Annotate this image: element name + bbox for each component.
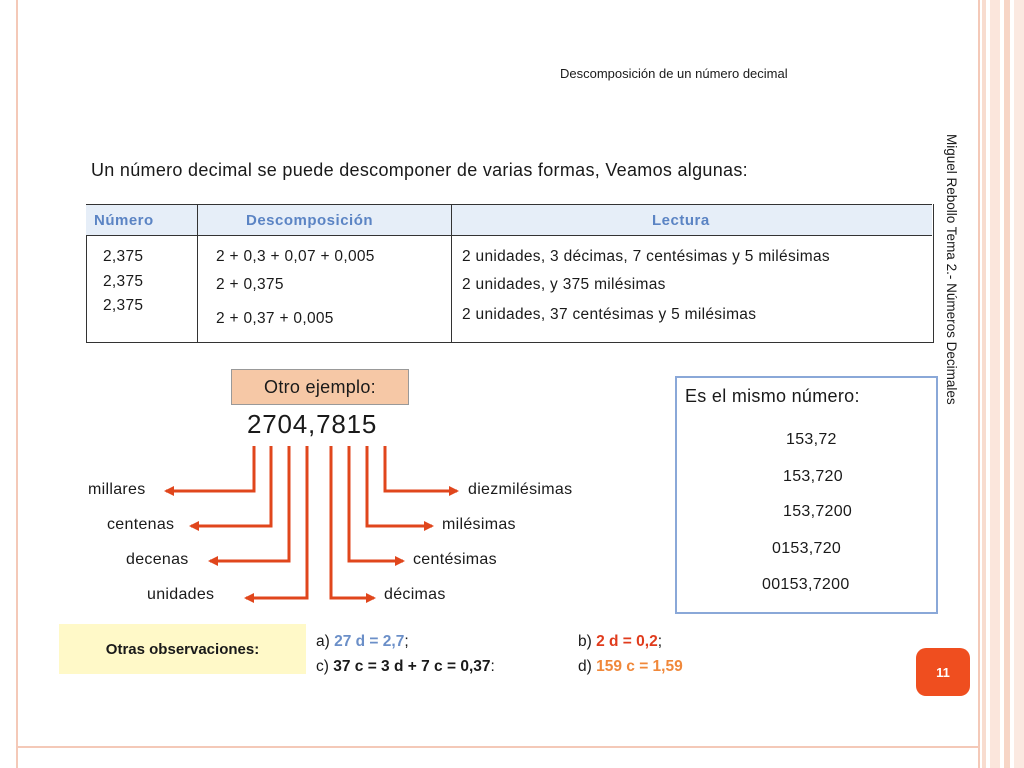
observation-a-prefix: a) [316, 633, 335, 650]
observation-c [316, 658, 495, 676]
example-number: 2704,7815 [247, 409, 378, 439]
observation-d [578, 658, 683, 676]
table-header-numero: Número [94, 212, 154, 229]
label-millares: millares [88, 481, 146, 498]
observations-label: Otras observaciones: [59, 624, 306, 674]
arrow-decenas [210, 446, 289, 561]
intro-text: Un número decimal se puede descomponer de varias formas, Veamos algunas: [91, 160, 748, 180]
same-number-title: Es el mismo número: [685, 386, 860, 406]
observation-a-suffix: ; [404, 633, 409, 650]
observation-b-suffix: ; [657, 633, 663, 650]
label-decenas: decenas [126, 551, 189, 568]
table-cell-lectura: 2 unidades, 37 centésimas y 5 milésimas [462, 306, 757, 323]
otro-ejemplo-label: Otro ejemplo: [231, 369, 409, 405]
observation-c-value: 37 c = 3 d + 7 c = 0,37 [333, 658, 491, 675]
table-cell-descomposicion: 2 + 0,3 + 0,07 + 0,005 [216, 248, 375, 265]
arrow-centenas [191, 446, 271, 526]
label-unidades: unidades [147, 586, 215, 603]
observation-b-value: 2 d = 0,2 [596, 633, 658, 650]
arrow-milesimas [367, 446, 432, 526]
label-decimas: décimas [384, 586, 446, 603]
observation-b-prefix: b) [578, 633, 597, 650]
arrow-millares [166, 446, 254, 491]
page-number-badge: 11 [916, 648, 970, 696]
same-number-value: 153,720 [783, 468, 843, 485]
observation-d-value: 159 c = 1,59 [596, 658, 683, 675]
same-number-value: 153,72 [786, 431, 837, 448]
table-cell-descomposicion: 2 + 0,375 [216, 276, 284, 293]
table-cell-numero: 2,375 [103, 297, 144, 314]
observation-c-prefix: c) [316, 658, 334, 675]
table-cell-numero: 2,375 [103, 273, 144, 290]
side-caption-text: Miguel Rebollo Tema 2.- Números Decimales [944, 134, 959, 405]
same-number-value: 0153,720 [772, 540, 842, 557]
table-header-lectura: Lectura [652, 212, 710, 229]
observation-a-value: 27 d = 2,7 [334, 633, 405, 650]
slide-header-title: Descomposición de un número decimal [560, 66, 788, 81]
label-diezmilesimas: diezmilésimas [468, 481, 573, 498]
observation-d-prefix: d) [578, 658, 597, 675]
same-number-value: 153,7200 [783, 503, 853, 520]
same-number-value: 00153,7200 [762, 576, 850, 593]
table-cell-lectura: 2 unidades, 3 décimas, 7 centésimas y 5 milésimas [462, 248, 830, 265]
table-header-descomposicion: Descomposición [246, 212, 374, 229]
table-cell-descomposicion: 2 + 0,37 + 0,005 [216, 310, 334, 327]
arrow-diezmilesimas [385, 446, 457, 491]
label-centesimas: centésimas [413, 551, 497, 568]
table-cell-lectura: 2 unidades, y 375 milésimas [462, 276, 666, 293]
observation-c-suffix: : [490, 658, 495, 675]
observation-a [316, 633, 409, 651]
table-cell-numero: 2,375 [103, 248, 144, 265]
observation-b [578, 633, 662, 651]
label-centenas: centenas [107, 516, 175, 533]
label-milesimas: milésimas [442, 516, 516, 533]
arrow-centesimas [349, 446, 403, 561]
